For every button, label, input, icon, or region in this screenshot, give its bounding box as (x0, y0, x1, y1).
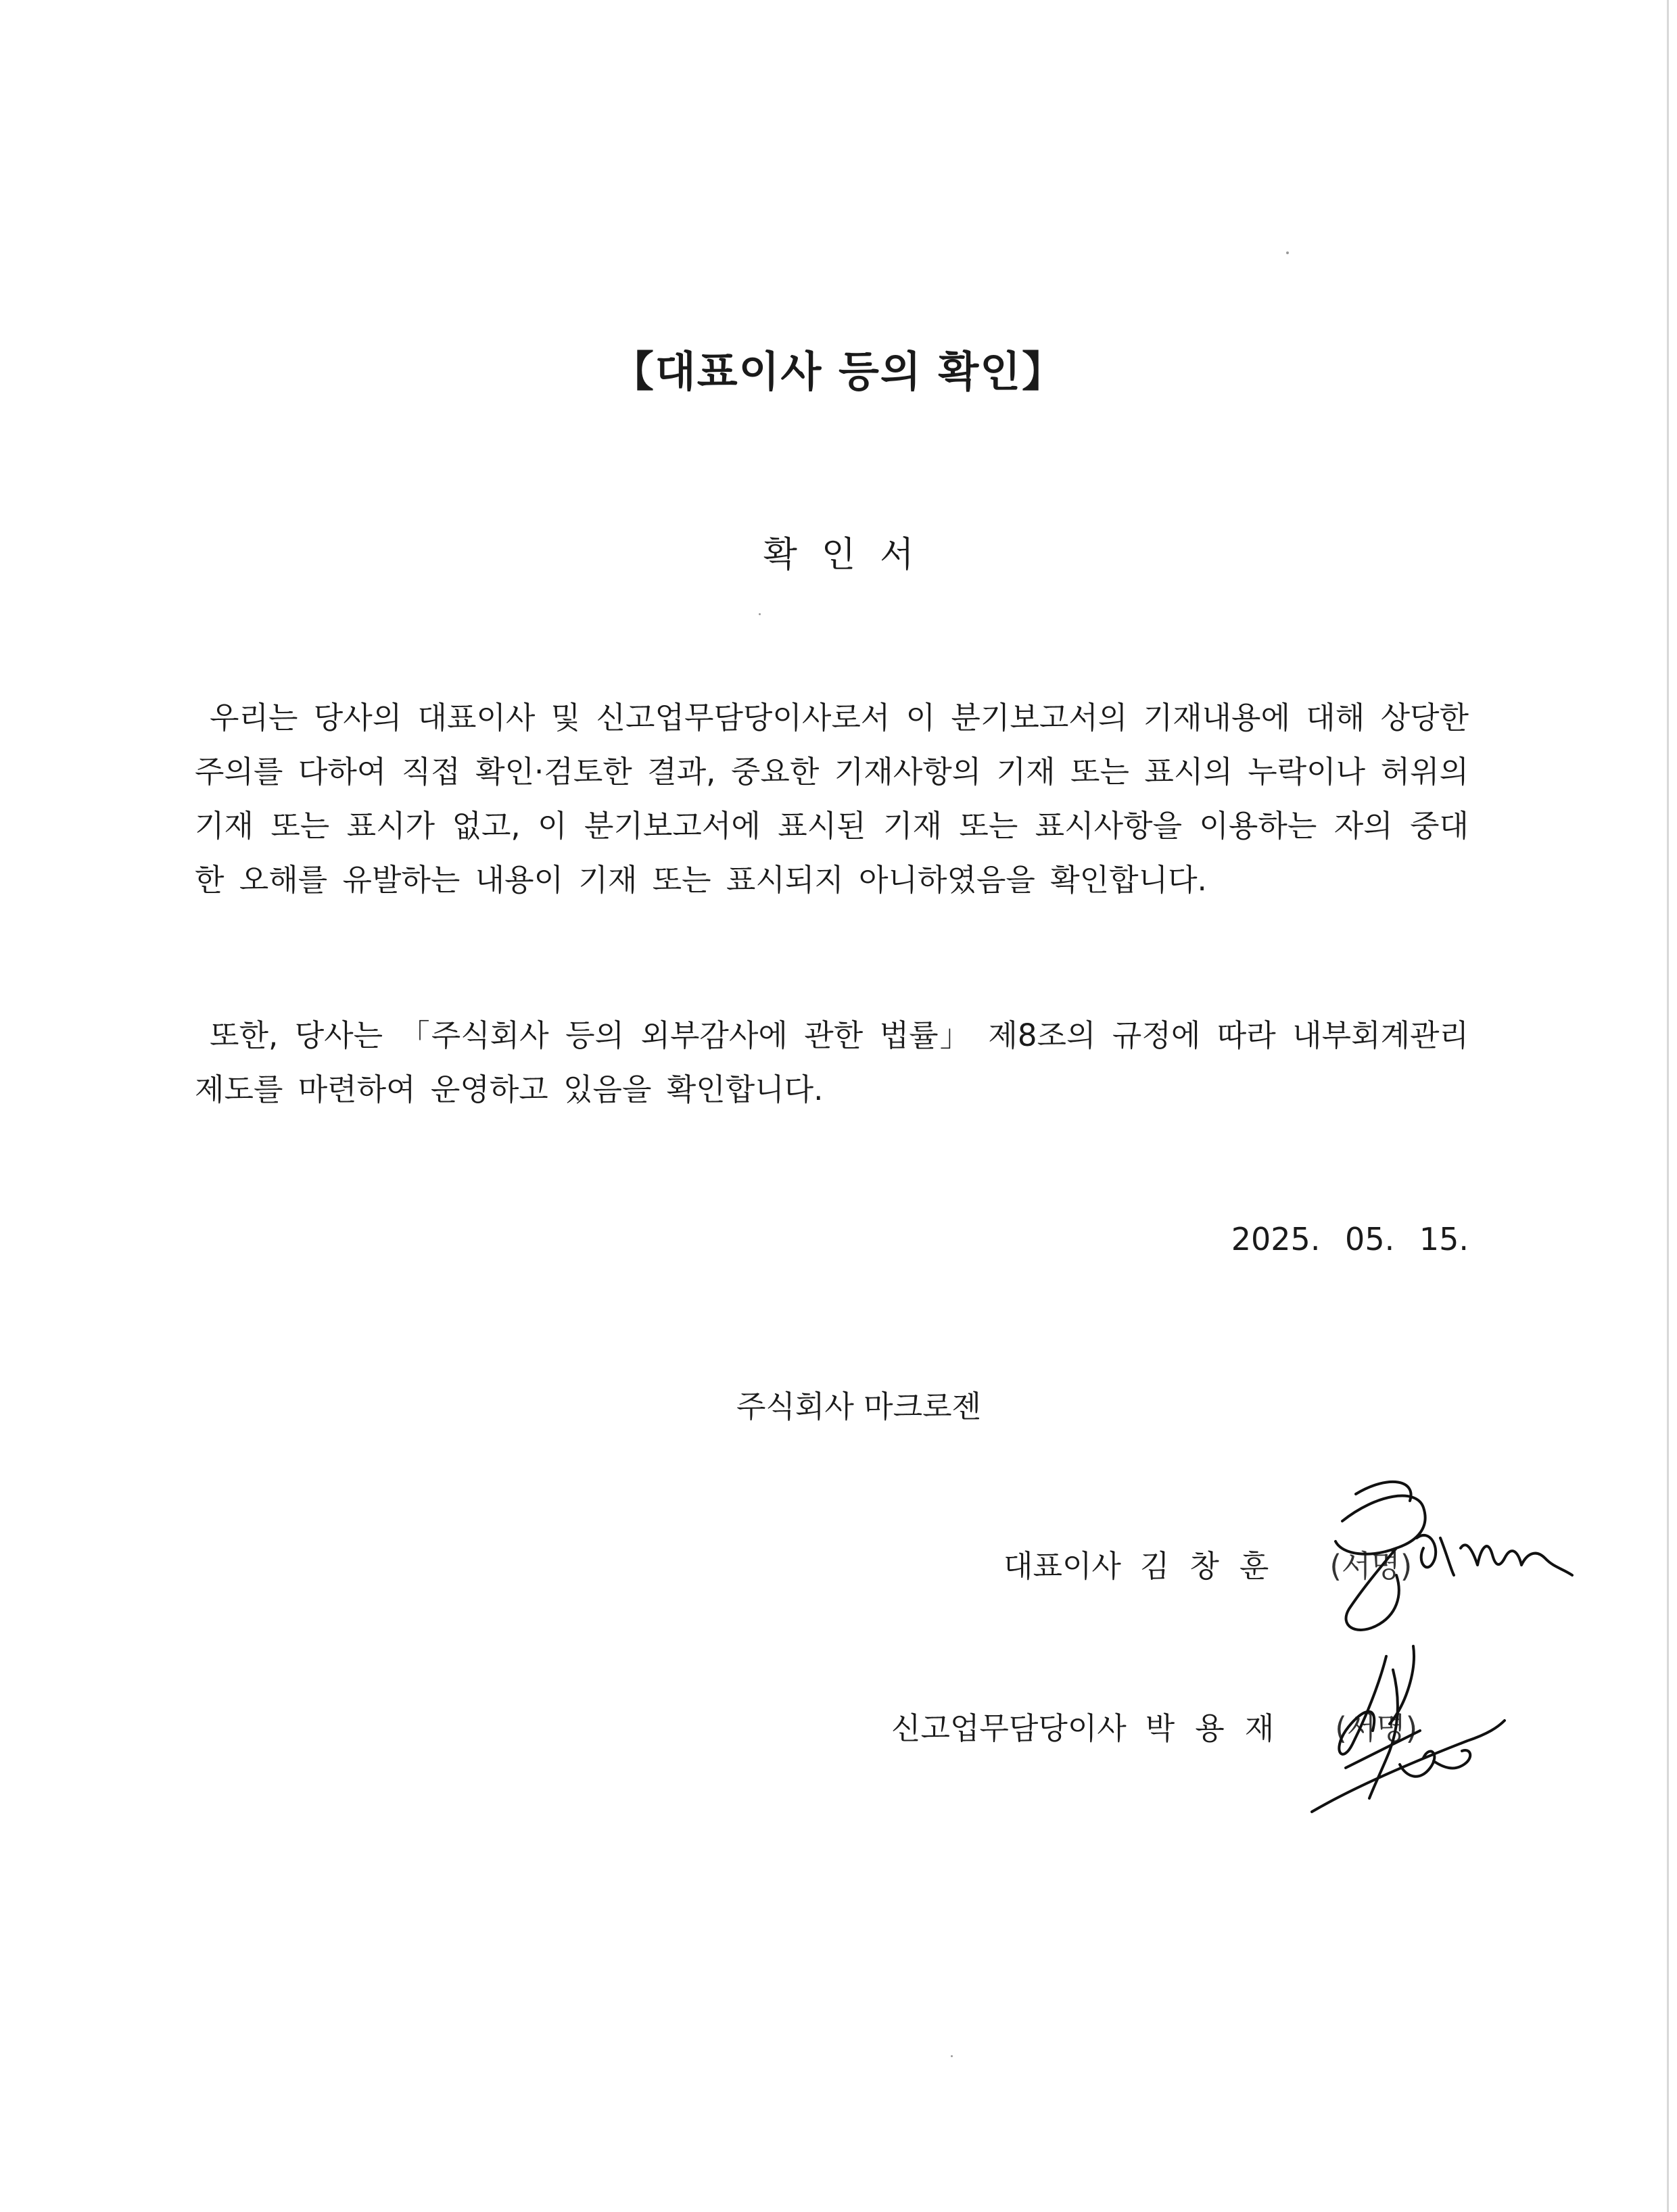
page-edge-line (1667, 0, 1669, 2212)
signature-placeholder: (서명) (1329, 1548, 1413, 1584)
signer-name: 김창훈 (1139, 1548, 1290, 1584)
signature-placeholder: (서명) (1335, 1710, 1418, 1746)
signer-ceo (1003, 1541, 1412, 1585)
company-name: 주식회사 마크로젠 (736, 1389, 982, 1424)
confirmation-paragraph: 우리는 당사의 대표이사 및 신고업무담당이사로서 이 분기보고서의 기재내용에 대해 상당한 주의를 다하여 직접 확인·검토한 결과, 중요한 기재사항의 기재 또는 표시의 누락이나 허위의 기재 또는 표시가 없고, 이 분기보고서에 표시된 기재 또는 표시사항을 이용하는 자의 중대한 오해를 유발하는 내용이 기재 또는 표시되지 아니하였음을 확인합니다. (195, 700, 1469, 898)
signer-role: 신고업무담당이사 (891, 1710, 1127, 1746)
signer-role: 대표이사 (1003, 1548, 1121, 1584)
scan-speck (951, 2055, 953, 2057)
signer-reporting-director (891, 1704, 1417, 1748)
scan-speck (1286, 251, 1289, 254)
scan-speck (759, 613, 761, 615)
document-heading: 【대표이사 등의 확인】 (611, 347, 1066, 396)
internal-control-paragraph: 또한, 당사는 「주식회사 등의 외부감사에 관한 법률」 제8조의 규정에 따라 내부회계관리제도를 마련하여 운영하고 있음을 확인합니다. (195, 1017, 1469, 1107)
document-subheading: 확인서 (763, 535, 939, 575)
signer-name: 박용재 (1145, 1710, 1295, 1746)
document-date: 2025. 05. 15. (1231, 1221, 1469, 1257)
